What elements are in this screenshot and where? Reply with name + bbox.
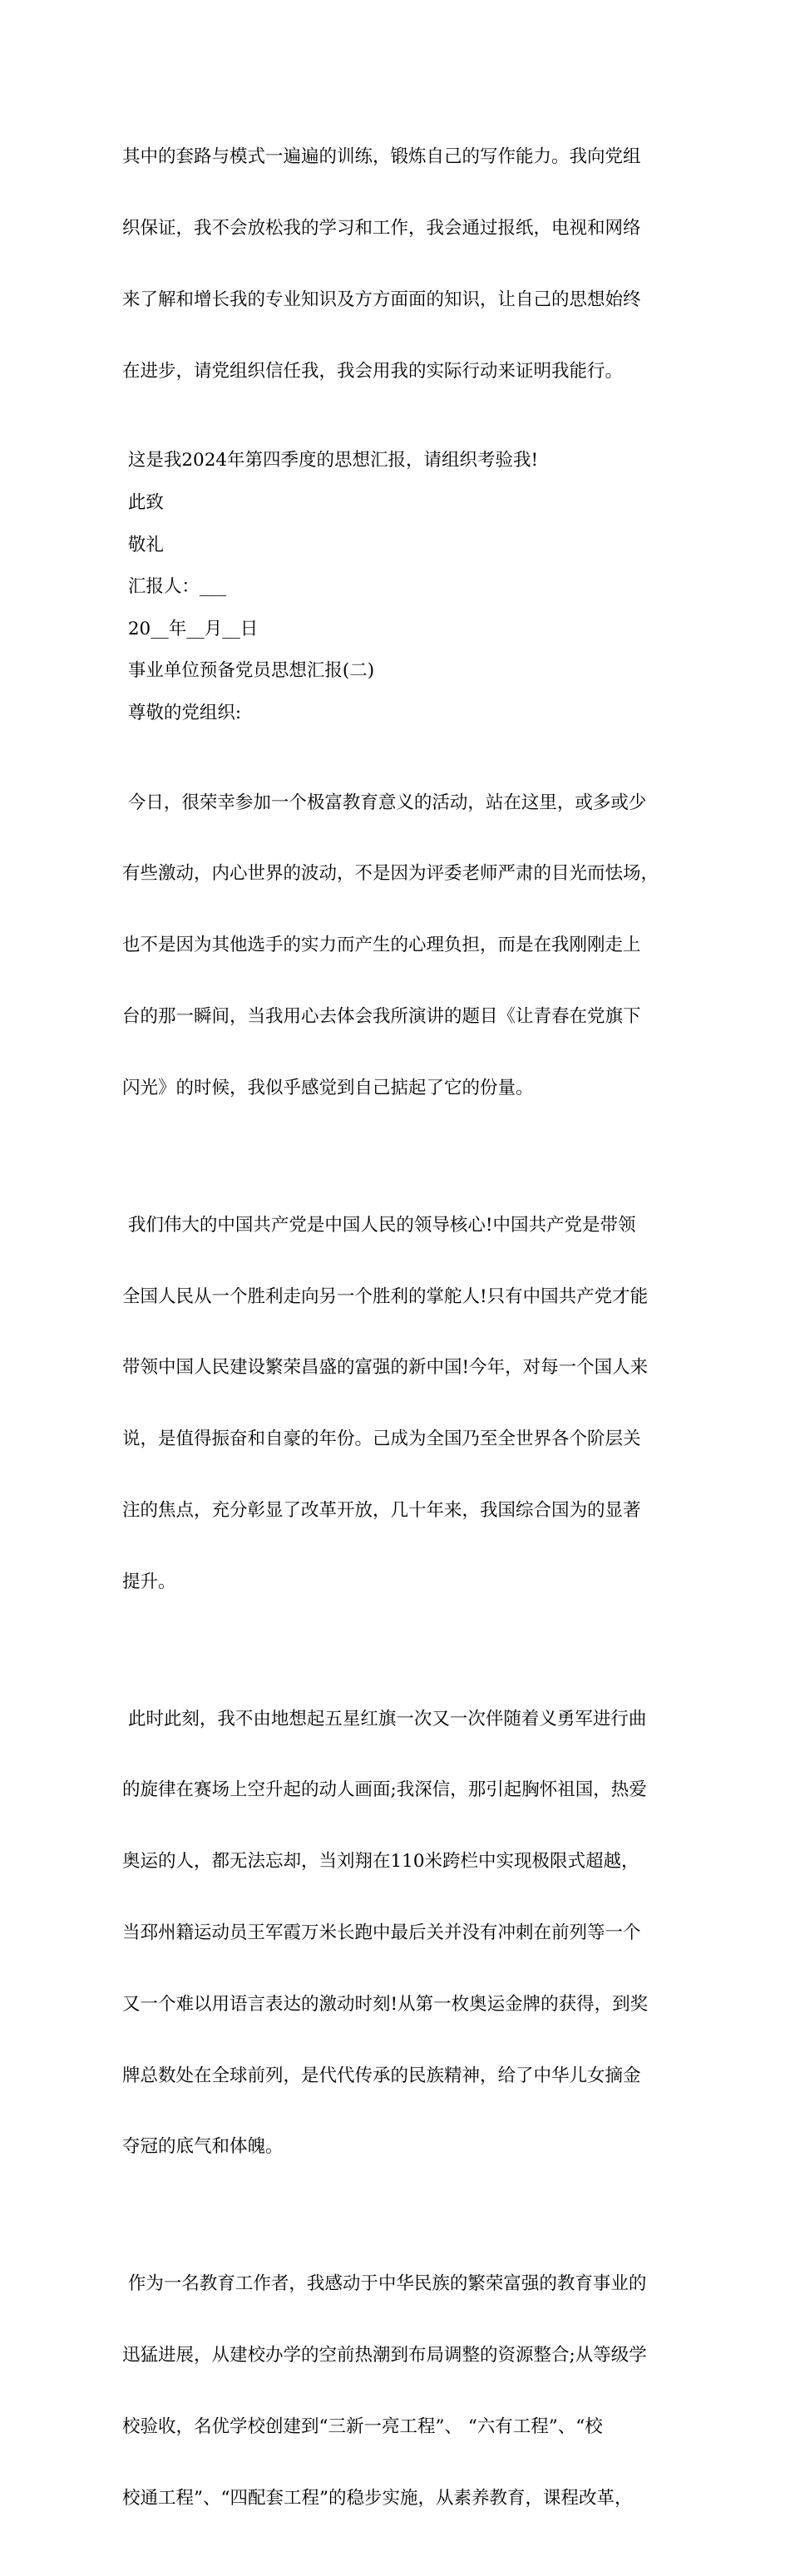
reporter-signature: 汇报人：___ bbox=[122, 576, 227, 598]
text-line: 迅猛进展，从建校办学的空前热潮到布局调整的资源整合;从等级学 bbox=[122, 2345, 647, 2366]
closing-statement: 这是我2024年第四季度的思想汇报，请组织考验我! bbox=[122, 450, 539, 471]
text-line: 牌总数处在全球前列，是代代传承的民族精神，给了中华儿女摘金 bbox=[122, 2065, 641, 2086]
salutation-cizhi: 此致 bbox=[122, 491, 164, 513]
text-line: 全国人民从一个胜利走向另一个胜利的掌舵人!只有中国共产党才能 bbox=[122, 1286, 649, 1307]
text-line: 奥运的人，都无法忘却，当刘翔在110米跨栏中实现极限式超越， bbox=[122, 1851, 639, 1873]
text-line: 注的焦点，充分彰显了改革开放，几十年来，我国综合国为的显著 bbox=[122, 1499, 641, 1521]
text-line: 夺冠的底气和体魄。 bbox=[122, 2136, 284, 2158]
report-date: 20__年__月__日 bbox=[122, 618, 259, 639]
text-line: 作为一名教育工作者，我感动于中华民族的繁荣富强的教育事业的 bbox=[122, 2273, 647, 2295]
text-line: 织保证，我不会放松我的学习和工作，我会通过报纸，电视和网络 bbox=[122, 217, 641, 239]
text-line: 校验收，名优学校创建到“三新一亮工程”、 “六有工程”、“校 bbox=[122, 2416, 603, 2437]
text-line: 有些激动，内心世界的波动，不是因为评委老师严肃的目光而怯场， bbox=[122, 863, 659, 885]
text-line: 的旋律在赛场上空升起的动人画面;我深信，那引起胸怀祖国，热爱 bbox=[122, 1779, 647, 1801]
salutation-jingli: 敬礼 bbox=[122, 534, 164, 555]
text-line: 带领中国人民建设繁荣昌盛的富强的新中国!今年，对每一个国人来 bbox=[122, 1357, 649, 1379]
document-body bbox=[122, 98, 679, 2576]
text-line: 此时此刻，我不由地想起五星红旗一次又一次伴随着义勇军进行曲 bbox=[122, 1708, 647, 1730]
text-line: 说，是值得振奋和自豪的年份。己成为全国乃至全世界各个阶层关 bbox=[122, 1429, 641, 1450]
text-line: 台的那一瞬间，当我用心去体会我所演讲的题目《让青春在党旗下 bbox=[122, 1006, 641, 1027]
paragraph-speech-intro bbox=[122, 743, 679, 1147]
greeting: 尊敬的党组织: bbox=[122, 702, 242, 723]
text-line: 其中的套路与模式一遍遍的训练，锻炼自己的写作能力。我向党组 bbox=[122, 146, 641, 168]
text-line: 今日，很荣幸参加一个极富教育意义的活动，站在这里，或多或少 bbox=[122, 792, 647, 813]
section-title: 事业单位预备党员思想汇报(二) bbox=[122, 660, 375, 682]
paragraph-study-commitment bbox=[122, 98, 679, 431]
text-line: 当邳州籍运动员王军霞万米长跑中最后关并没有冲刺在前列等一个 bbox=[122, 1922, 641, 1943]
paragraph-education bbox=[122, 2225, 679, 2558]
paragraph-party-leadership bbox=[122, 1167, 679, 1642]
paragraph-olympics bbox=[122, 1660, 679, 2207]
text-line: 闪光》的时候，我似乎感觉到自己掂起了它的份量。 bbox=[122, 1077, 534, 1098]
text-line: 在进步，请党组织信任我，我会用我的实际行动来证明我能行。 bbox=[122, 360, 624, 382]
text-line: 校通工程”、“四配套工程”的稳步实施，从素养教育，课程改革， bbox=[122, 2487, 633, 2509]
text-line: 又一个难以用语言表达的激动时刻!从第一枚奥运金牌的获得，到奖 bbox=[122, 1993, 649, 2015]
text-line: 我们伟大的中国共产党是中国人民的领导核心!中国共产党是带领 bbox=[122, 1214, 636, 1236]
text-line: 来了解和增长我的专业知识及方方面面的知识，让自己的思想始终 bbox=[122, 289, 641, 310]
text-line: 也不是因为其他选手的实力而产生的心理负担，而是在我刚刚走上 bbox=[122, 935, 641, 956]
text-line: 提升。 bbox=[122, 1571, 176, 1592]
